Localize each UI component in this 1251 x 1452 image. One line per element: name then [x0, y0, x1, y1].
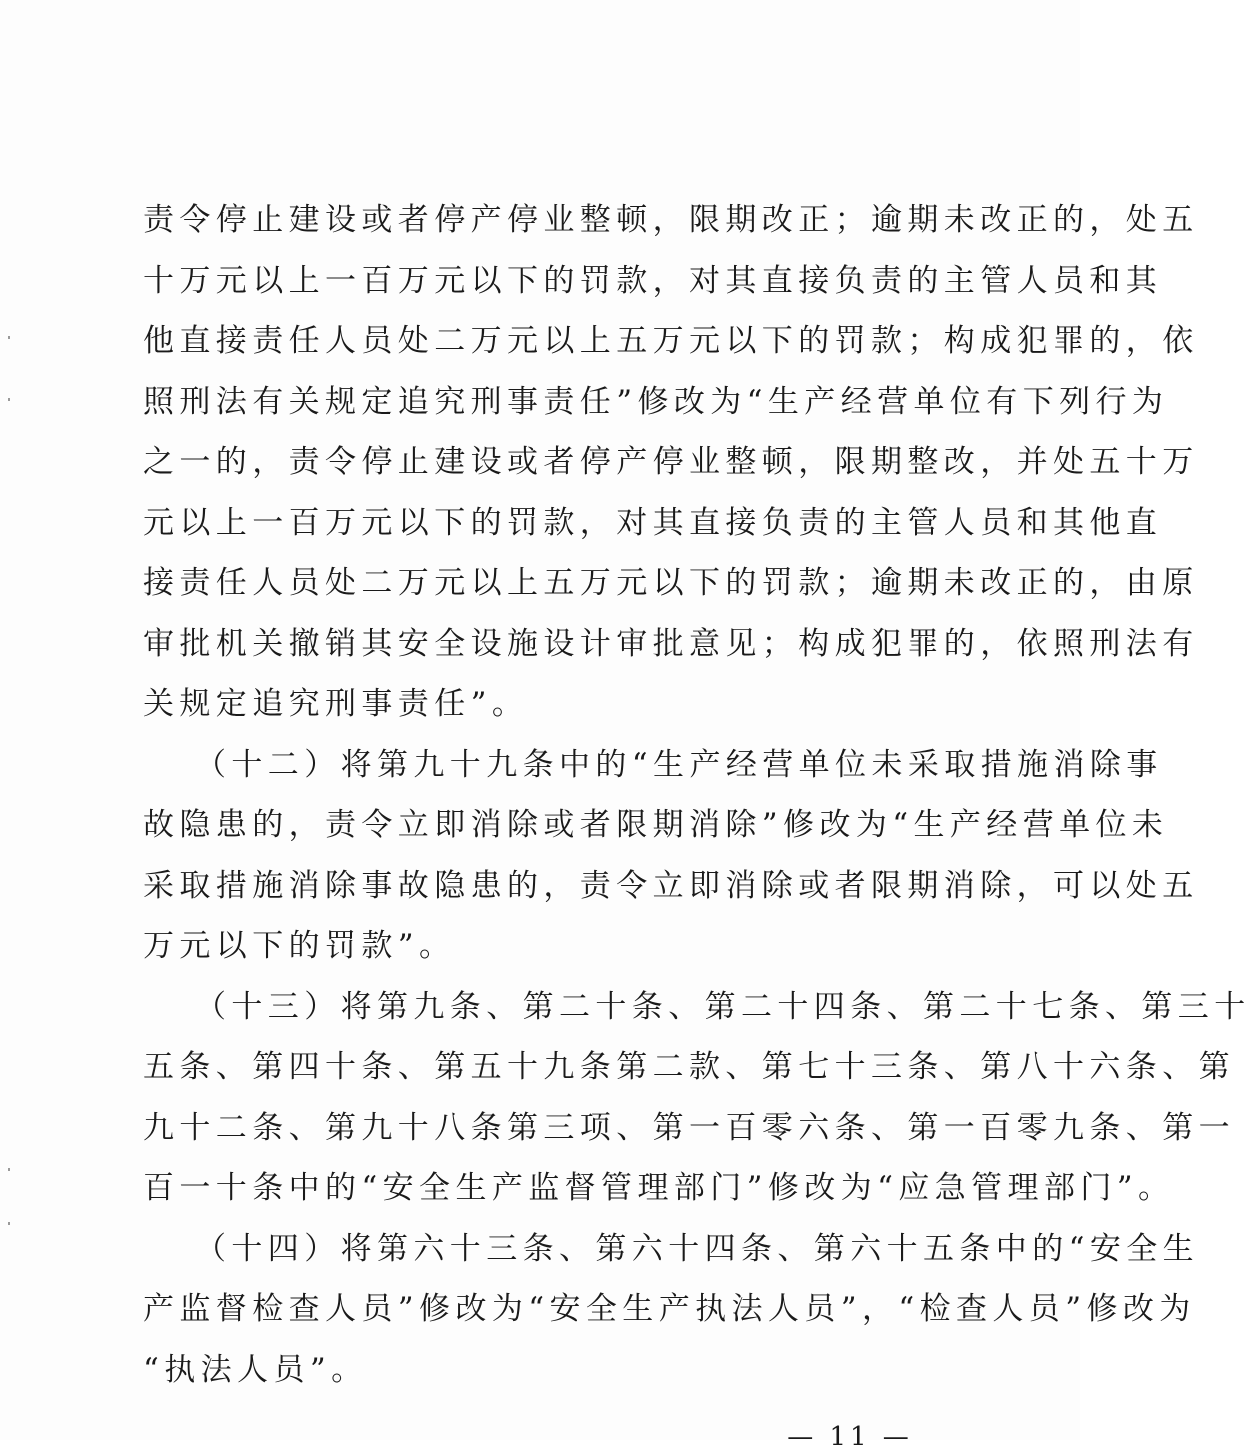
text-line: 接责任人员处二万元以上五万元以下的罚款；逾期未改正的，由原 [143, 565, 1199, 601]
text-line: 审批机关撤销其安全设施设计审批意见；构成犯罪的，依照刑法有 [143, 625, 1199, 662]
scan-speck [8, 398, 10, 401]
scan-speck [8, 1168, 10, 1171]
text-line: 他直接责任人员处二万元以上五万元以下的罚款；构成犯罪的，依 [143, 323, 1199, 359]
text-line: “执法人员”。 [143, 1351, 368, 1388]
paragraph-14-line: （十四）将第六十三条、第六十四条、第六十五条中的“安全生 [195, 1230, 1200, 1267]
text-line: 关规定追究刑事责任”。 [143, 686, 529, 722]
scan-speck [8, 336, 10, 339]
paragraph-12-line: （十二）将第九十九条中的“生产经营单位未采取措施消除事 [195, 746, 1163, 783]
paragraph-13-line: （十三）将第九条、第二十条、第二十四条、第二十七条、第三十 [195, 988, 1251, 1025]
body-text [143, 190, 1251, 1400]
text-line: 九十二条、第九十八条第三项、第一百零六条、第一百零九条、第一 [143, 1109, 1235, 1146]
text-line: 照刑法有关规定追究刑事责任”修改为“生产经营单位有下列行为 [143, 383, 1169, 420]
text-line: 责令停止建设或者停产停业整顿，限期改正；逾期未改正的，处五 [143, 202, 1199, 238]
text-line: 五条、第四十条、第五十九条第二款、第七十三条、第八十六条、第 [143, 1049, 1235, 1085]
text-line: 采取措施消除事故隐患的，责令立即消除或者限期消除，可以处五 [143, 867, 1199, 904]
page-number: — 11 — [787, 1422, 913, 1452]
text-line: 产监督检查人员”修改为“安全生产执法人员”，“检查人员”修改为 [143, 1291, 1196, 1327]
scan-speck [8, 1222, 10, 1225]
text-line: 百一十条中的“安全生产监督管理部门”修改为“应急管理部门”。 [143, 1170, 1175, 1206]
text-line: 元以上一百万元以下的罚款，对其直接负责的主管人员和其他直 [143, 504, 1163, 541]
text-line: 万元以下的罚款”。 [143, 928, 456, 964]
text-line: 之一的，责令停止建设或者停产停业整顿，限期整改，并处五十万 [143, 444, 1199, 480]
text-line: 故隐患的，责令立即消除或者限期消除”修改为“生产经营单位未 [143, 807, 1169, 843]
text-line: 十万元以上一百万元以下的罚款，对其直接负责的主管人员和其 [143, 262, 1163, 299]
